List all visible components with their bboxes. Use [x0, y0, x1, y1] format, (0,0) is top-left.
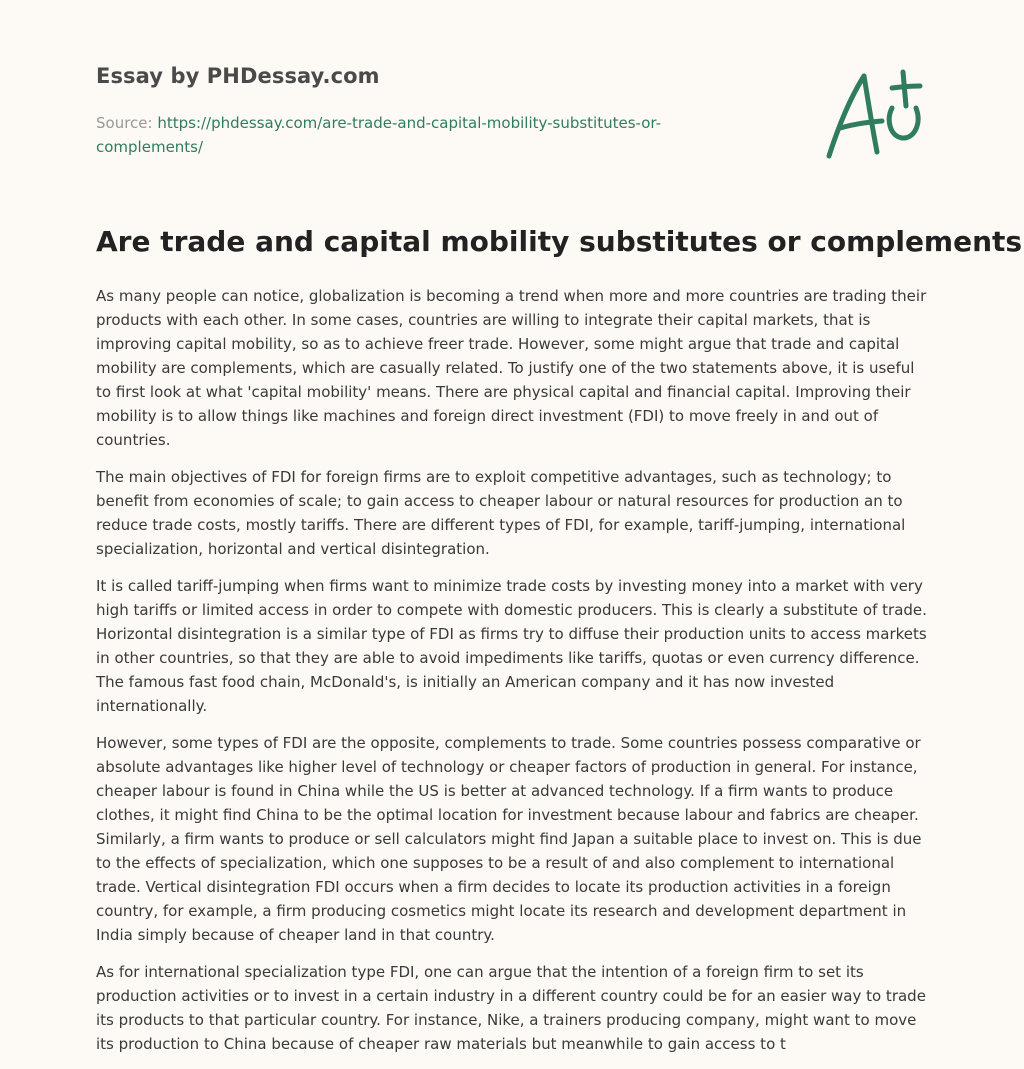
source-label: Source:	[96, 114, 158, 132]
paragraph: As many people can notice, globalization is becoming a trend when more and more countries are trading their products with each other. In some cases, countries are willing to integrate their capital markets, that is improving capital mobility, so as to achieve freer trade. However, some might argue that trade and capital mobility are complements, which are casually related. To justify one of the two statements above, it is useful to first look at what 'capital mobility' means. There are physical capital and financial capital. Improving their mobility is to allow things like machines and foreign direct investment (FDI) to move freely in and out of countries.	[96, 287, 927, 449]
paragraph: However, some types of FDI are the opposite, complements to trade. Some countries possess comparative or absolute advantages like higher level of technology or cheaper factors of production in general. For instance, cheaper labour is found in China while the US is better at advanced technology. If a firm wants to produce clothes, it might find China to be the optimal location for investment because labour and fabrics are cheaper. Similarly, a firm wants to produce or sell calculators might find Japan a suitable place to invest on. This is due to the effects of specialization, which one supposes to be a result of and also complement to international trade. Vertical disintegration FDI occurs when a firm decides to locate its production activities in a foreign country, for example, a firm producing cosmetics might locate its research and development department in India simply because of cheaper land in that country.	[96, 734, 922, 944]
paragraph: The main objectives of FDI for foreign firms are to exploit competitive advantages, such as technology; to benefit from economies of scale; to gain access to cheaper labour or natural resources for production an to reduce trade costs, mostly tariffs. There are different types of FDI, for example, tariff-jumping, international specialization, horizontal and vertical disintegration.	[96, 468, 906, 558]
site-brand: Essay by PHDessay.com	[96, 64, 380, 88]
article-body	[96, 284, 930, 1069]
paragraph: It is called tariff-jumping when firms want to minimize trade costs by investing money into a market with very high tariffs or limited access in order to compete with domestic producers. This is clearly a substitute of trade. Horizontal disintegration is a similar type of FDI as firms try to diffuse their production units to access markets in other countries, so that they are able to avoid impediments like tariffs, quotas or even currency difference. The famous fast food chain, McDonald's, is initially an American company and it has now invested internationally.	[96, 577, 927, 715]
source-link[interactable]: https://phdessay.com/are-trade-and-capital-mobility-substitutes-or-complements/	[96, 114, 662, 156]
article-title: Are trade and capital mobility substitutes or complements	[96, 225, 1023, 258]
source-line	[96, 111, 736, 159]
a-plus-grade-icon	[820, 66, 932, 166]
paragraph: As for international specialization type FDI, one can argue that the intention of a foreign firm to set its production activities or to invest in a certain industry in a different country could be for an easier way to trade its products to that particular country. For instance, Nike, a trainers producing company, might want to move its production to China because of cheaper raw materials but meanwhile to gain access to t	[96, 963, 926, 1053]
